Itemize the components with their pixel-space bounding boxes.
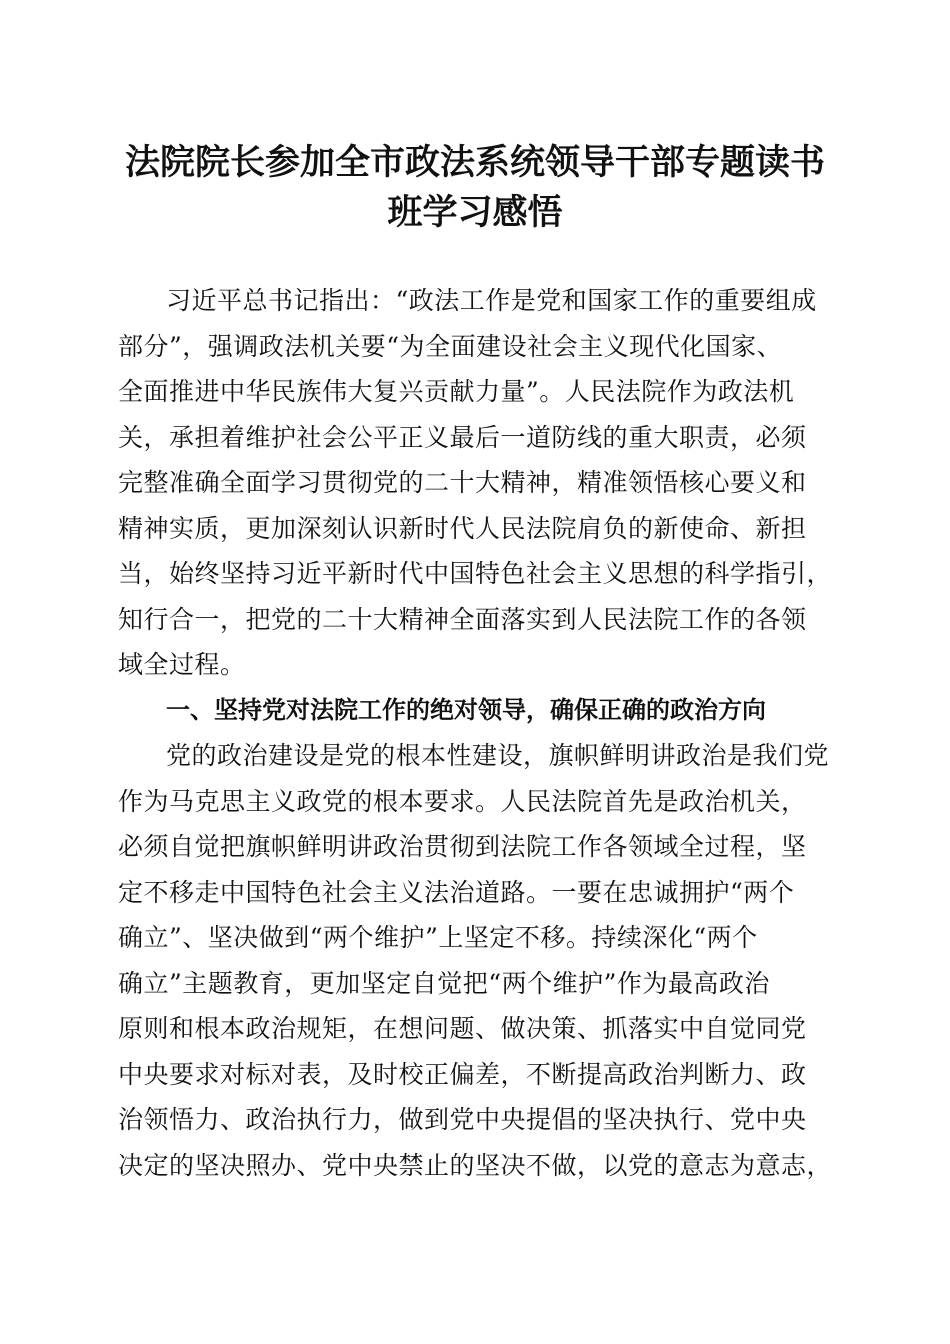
text-line: 域全过程。 — [118, 650, 246, 679]
title-line: 班学习感悟 — [387, 192, 563, 233]
text-line: 作为马克思主义政党的根本要求。人民法院首先是政治机关， — [118, 786, 807, 816]
text-line: 中央要求对标对表，及时校正偏差，不断提高政治判断力、政 — [118, 1059, 807, 1089]
text-line: 确立”、坚决做到“两个维护”上坚定不移。持续深化“两个 — [118, 923, 758, 952]
text-line: 完整准确全面学习贯彻党的二十大精神，精准领悟核心要义和 — [118, 468, 807, 497]
text-line: 必须自觉把旗帜鲜明讲政治贯彻到法院工作各领域全过程，坚 — [118, 832, 807, 861]
text-line: 当，始终坚持习近平新时代中国特色社会主义思想的科学指引， — [118, 559, 833, 588]
title-line: 法院院长参加全市政法系统领导干部专题读书 — [124, 142, 825, 183]
document-body — [118, 278, 838, 1188]
text-line: 原则和根本政治规矩，在想问题、做决策、抓落实中自觉同党 — [118, 1014, 807, 1043]
document-title — [100, 138, 850, 238]
text-line: 决定的坚决照办、党中央禁止的坚决不做，以党的意志为意志， — [118, 1150, 833, 1180]
text-line: 关，承担着维护社会公平正义最后一道防线的重大职责，必须 — [118, 422, 807, 452]
section-heading: 一、坚持党对法院工作的绝对领导，确保正确的政治方向 — [166, 695, 766, 724]
text-line: 全面推进中华民族伟大复兴贡献力量”。人民法院作为政法机 — [118, 377, 795, 406]
text-line: 知行合一，把党的二十大精神全面落实到人民法院工作的各领 — [118, 604, 807, 634]
text-line: 部分”，强调政法机关要“为全面建设社会主义现代化国家、 — [118, 331, 783, 361]
paragraph-section1 — [118, 733, 838, 1188]
text-line: 确立”主题教育，更加坚定自觉把“两个维护”作为最高政治 — [118, 968, 770, 998]
text-line: 精神实质，更加深刻认识新时代人民法院肩负的新使命、新担 — [118, 513, 807, 543]
text-line: 习近平总书记指出：“政法工作是党和国家工作的重要组成 — [166, 286, 817, 315]
paragraph-intro — [118, 278, 838, 688]
text-line: 党的政治建设是党的根本性建设，旗帜鲜明讲政治是我们党 — [166, 741, 830, 770]
text-line: 定不移走中国特色社会主义法治道路。一要在忠诚拥护“两个 — [118, 877, 795, 907]
text-line: 治领悟力、政治执行力，做到党中央提倡的坚决执行、党中央 — [118, 1105, 807, 1134]
